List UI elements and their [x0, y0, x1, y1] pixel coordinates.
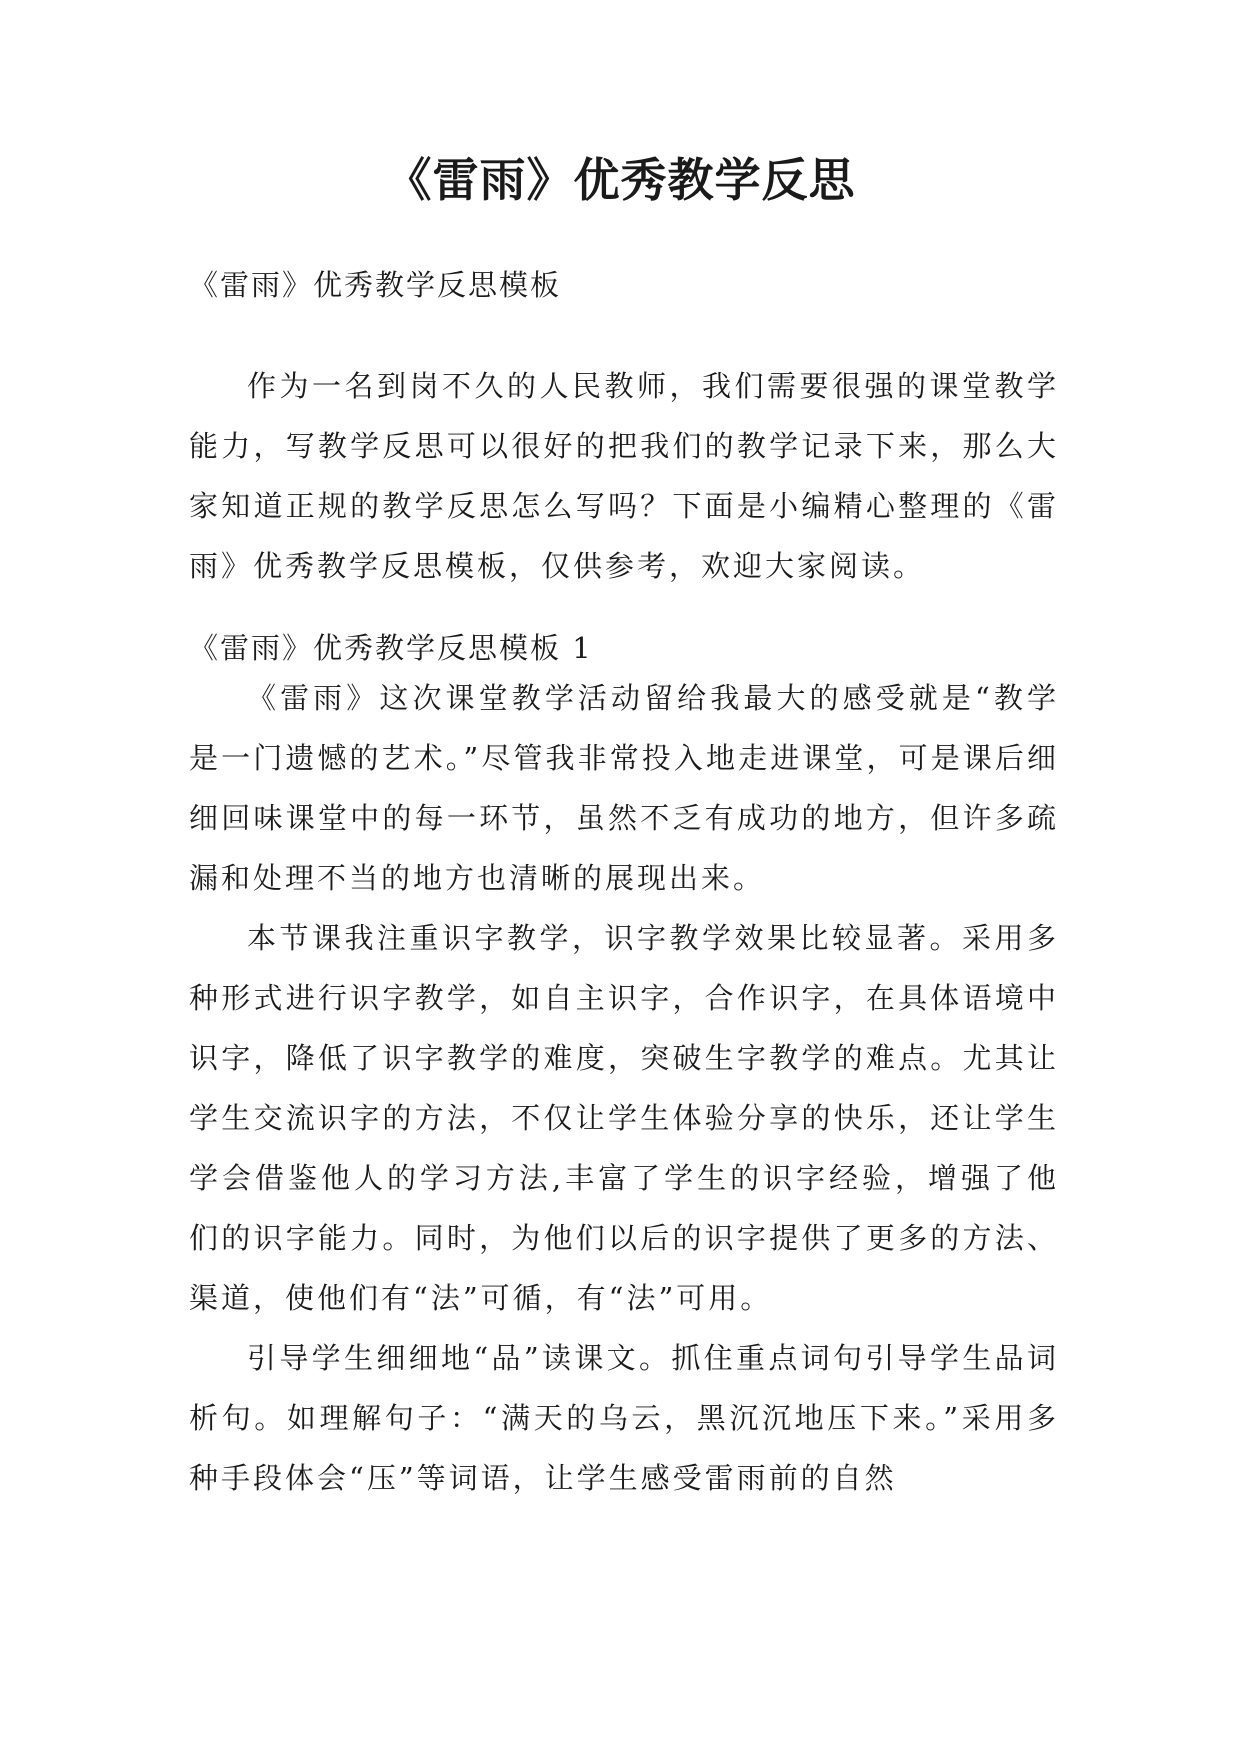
- body-paragraph-1: 《雷雨》这次课堂教学活动留给我最大的感受就是“教学是一门遗憾的艺术。”尽管我非常投入地走进课堂，可是课后细细回味课堂中的每一环节，虽然不乏有成功的地方，但许多疏漏和处理不当的地方也清晰的展现出来。: [189, 681, 1059, 895]
- document-title: 《雷雨》优秀教学反思: [385, 153, 856, 207]
- section-heading-1: 《雷雨》优秀教学反思模板 1: [189, 631, 593, 665]
- body-paragraph-2: 本节课我注重识字教学，识字教学效果比较显著。采用多种形式进行识字教学，如自主识字，合作识字，在具体语境中识字，降低了识字教学的难度，突破生字教学的难点。尤其让学生交流识字的方法，不仅让学生体验分享的快乐，还让学生学会借鉴他人的学习方法,丰富了学生的识字经验，增强了他们的识字能力。同时，为他们以后的识字提供了更多的方法、渠道，使他们有“法”可循，有“法”可用。: [189, 921, 1059, 1315]
- document-subtitle: 《雷雨》优秀教学反思模板: [189, 268, 562, 302]
- intro-paragraph: 作为一名到岗不久的人民教师，我们需要很强的课堂教学能力，写教学反思可以很好的把我们的教学记录下来，那么大家知道正规的教学反思怎么写吗？下面是小编精心整理的《雷雨》优秀教学反思模板，仅供参考，欢迎大家阅读。: [189, 369, 1059, 583]
- body-paragraph-3: 引导学生细细地“品”读课文。抓住重点词句引导学生品词析句。如理解句子：“满天的乌云，黑沉沉地压下来。”采用多种手段体会“压”等词语，让学生感受雷雨前的自然: [189, 1341, 1059, 1495]
